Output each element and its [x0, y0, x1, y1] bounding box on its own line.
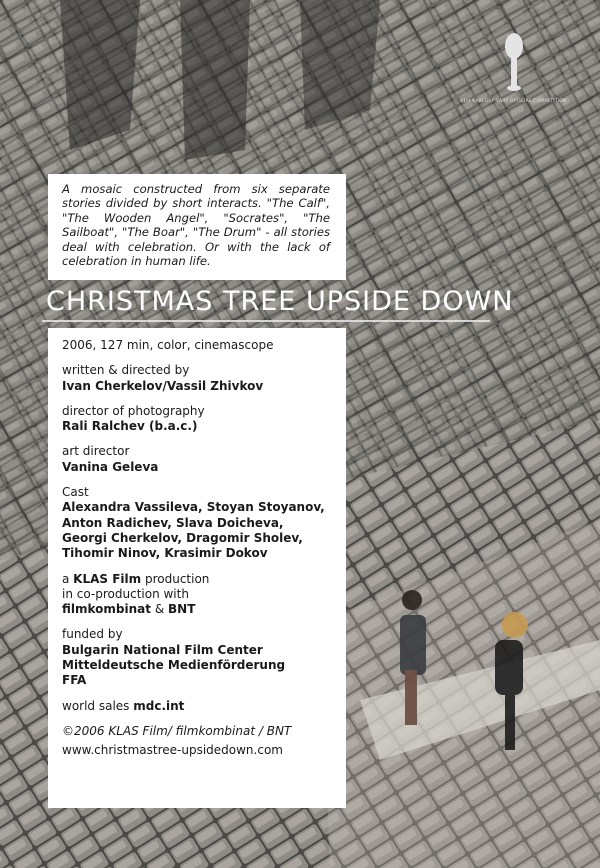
festival-laurel-logo: [464, 28, 564, 118]
production-line: [62, 572, 332, 587]
cast-line: Tihomir Ninov, Krasimir Dokov: [62, 546, 268, 561]
funder-line: FFA: [62, 673, 87, 688]
funder-line: Bulgarin National Film Center: [62, 642, 263, 657]
cast-line: Anton Radichev, Slava Doicheva,: [62, 515, 284, 530]
sales-label: world sales: [62, 698, 134, 713]
production-prefix: a: [62, 571, 74, 586]
sales-value: mdc.int: [133, 698, 185, 713]
written-label: written & directed by: [62, 363, 190, 378]
credits-panel: [48, 328, 346, 808]
cast-line: Alexandra Vassileva, Stoyan Stoyanov,: [62, 500, 325, 515]
coproducer-and: &: [151, 602, 168, 617]
written-value: Ivan Cherkelov/Vassil Zhivkov: [62, 378, 264, 393]
funded-label: funded by: [62, 627, 123, 642]
website-link[interactable]: www.christmastree-upsidedown.com: [62, 743, 283, 758]
synopsis-panel: A mosaic constructed from six separate stories divided by short interacts. "The Calf", "The Wooden Angel", "Socrates", "The Sailboat", "The Boar", "The Drum" - all stories deal with celebration. Or with the lack of celebration in human life.: [48, 174, 346, 280]
world-sales: [62, 699, 332, 714]
coproduction-line: [62, 602, 332, 617]
copyright: ©2006 KLAS Film/ filmkombinat / BNT: [62, 723, 292, 738]
title-underline: [42, 320, 490, 322]
dop-label: director of photography: [62, 403, 205, 418]
funder-line: Mitteldeutsche Medienförderung: [62, 658, 286, 673]
cast-label: Cast: [62, 485, 89, 500]
coproduction-label: in co-production with: [62, 586, 189, 601]
coproducer-bnt: BNT: [168, 602, 196, 617]
coproducer-filmkombinat: filmkombinat: [62, 602, 151, 617]
art-value: Vanina Geleva: [62, 459, 159, 474]
cast-line: Georgi Cherkelov, Dragomir Sholev,: [62, 530, 303, 545]
production-company: KLAS Film: [73, 571, 142, 586]
film-title: CHRISTMAS TREE UPSIDE DOWN: [46, 286, 514, 317]
production-suffix: production: [141, 571, 210, 586]
film-info: 2006, 127 min, color, cinemascope: [62, 338, 274, 352]
dop-value: Rali Ralchev (b.a.c.): [62, 419, 198, 434]
art-label: art director: [62, 444, 130, 459]
festival-label: 41st KARLOVY VARY OFFICIAL COMPETITION: [460, 99, 567, 104]
